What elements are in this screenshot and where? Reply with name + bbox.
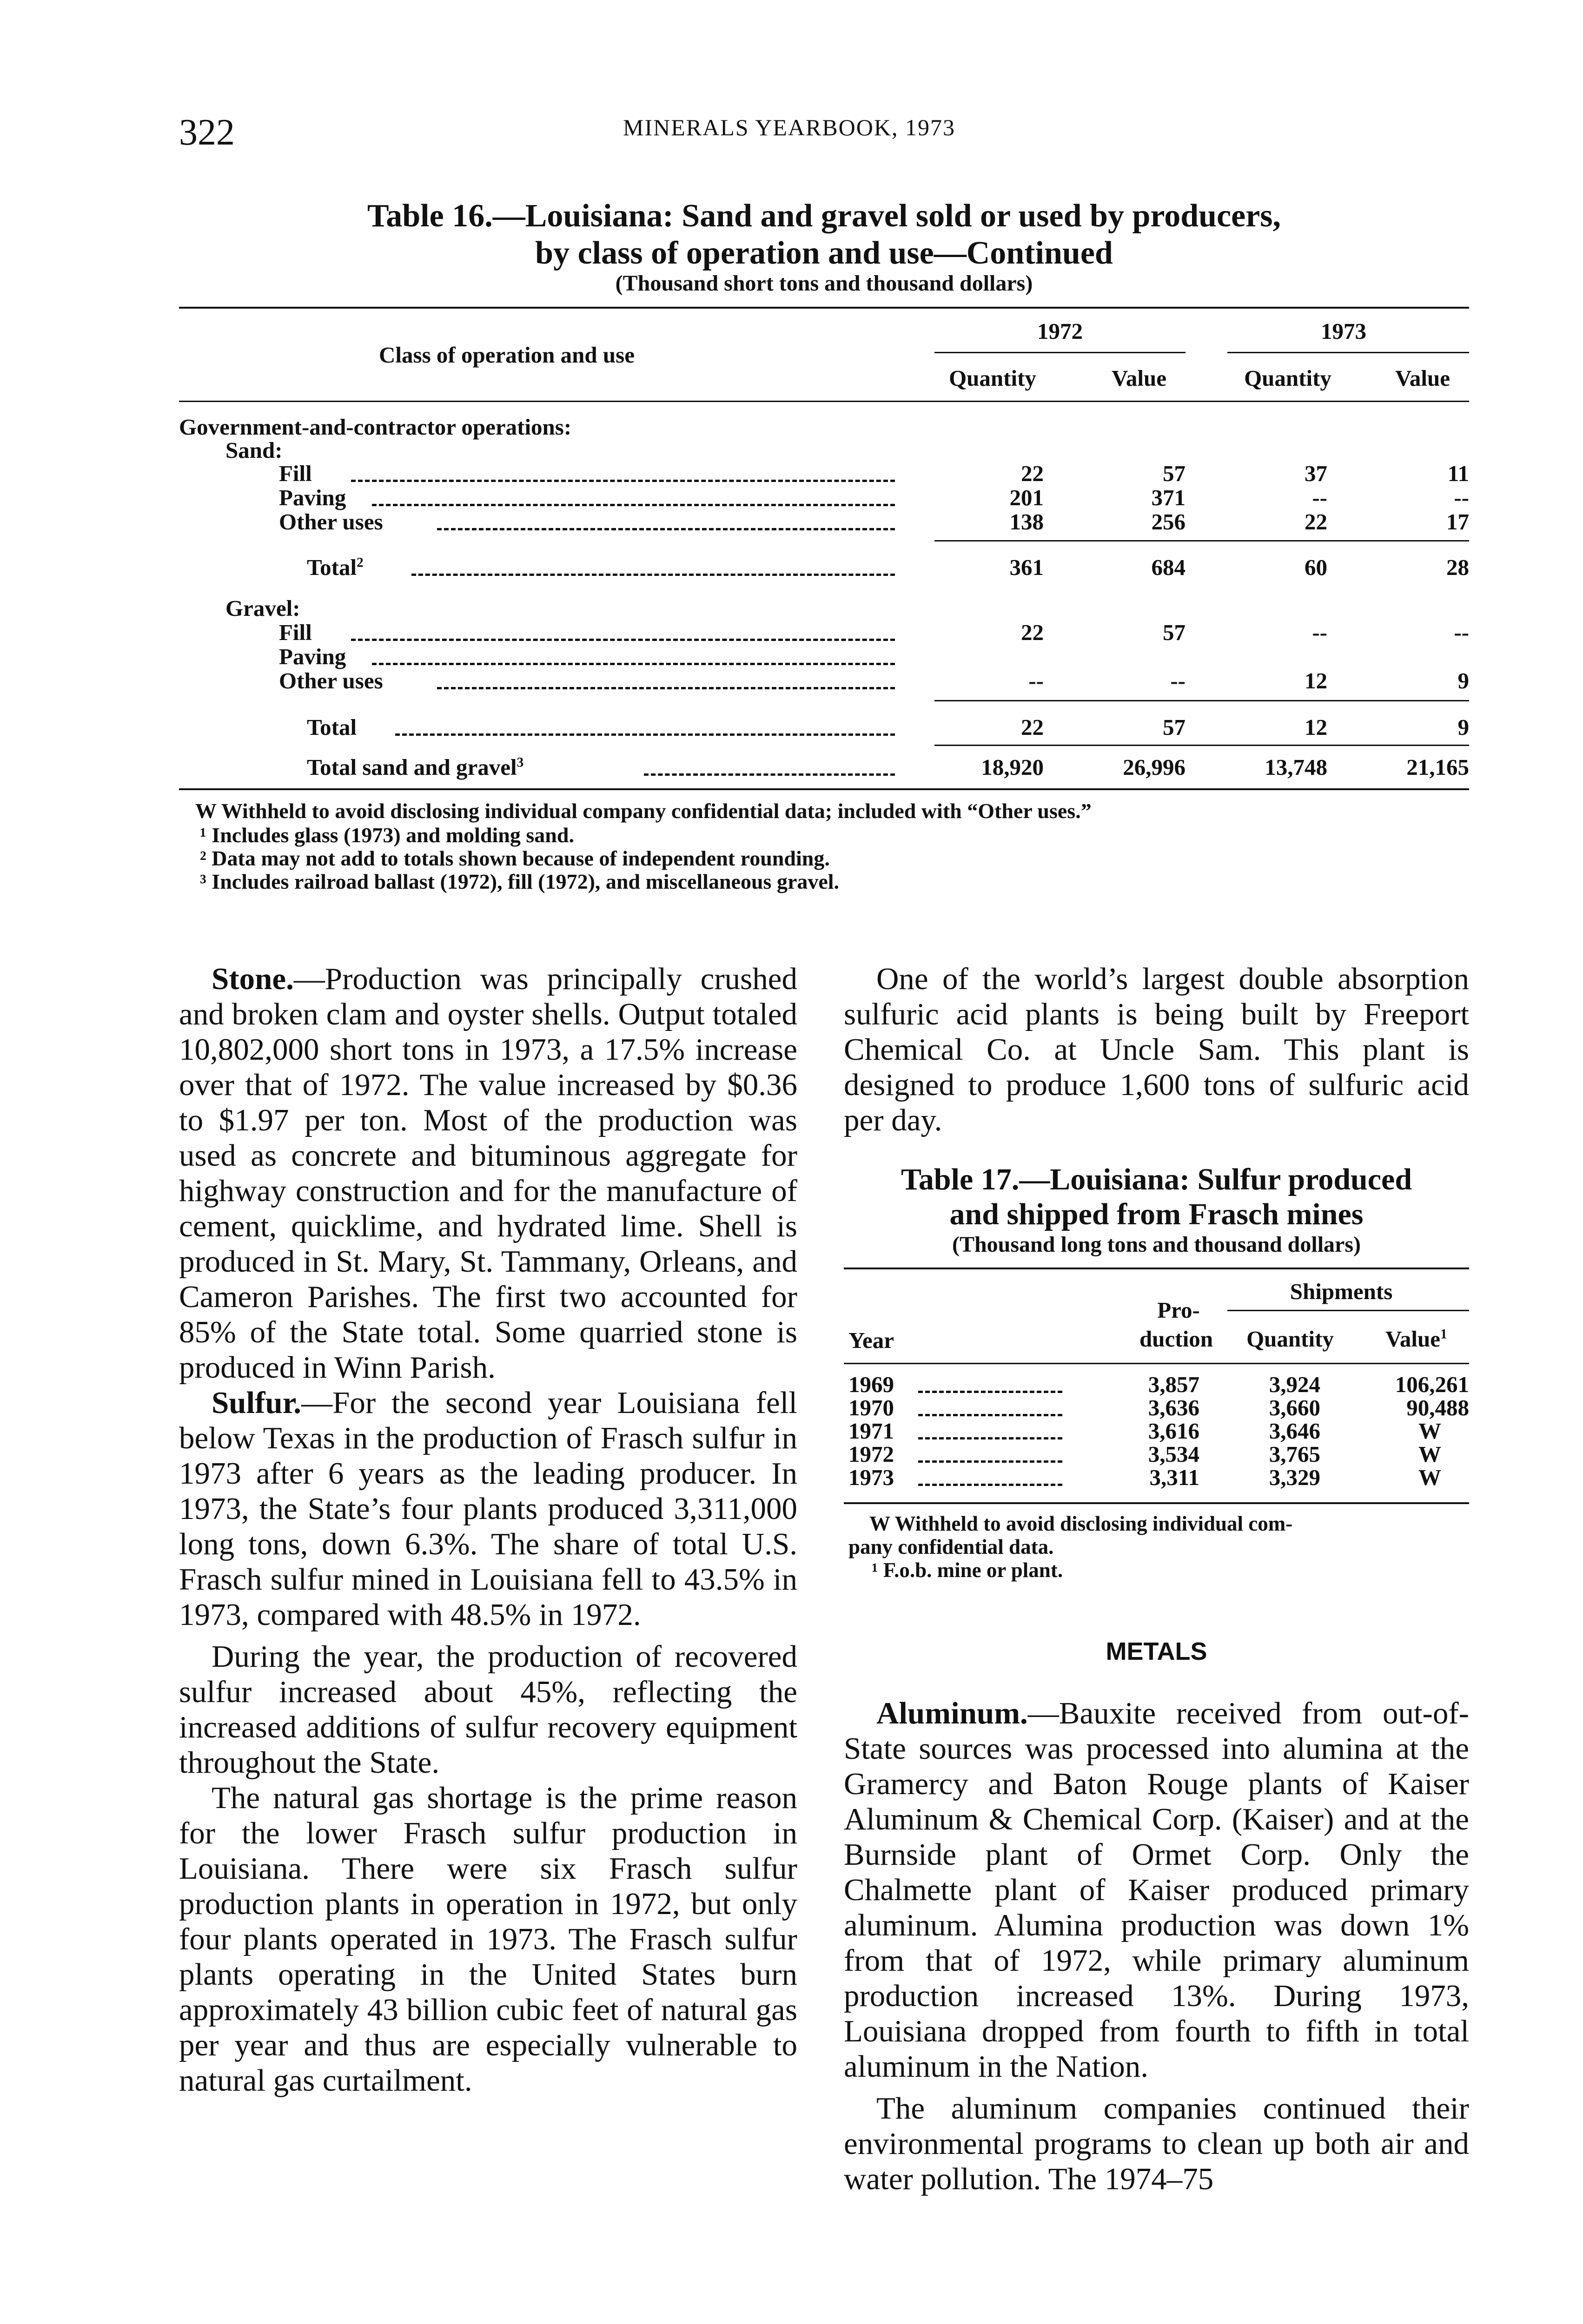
table16-cell: -- bbox=[1454, 620, 1469, 645]
table17-top-rule bbox=[844, 1268, 1469, 1269]
table17-cell: 3,311 bbox=[1149, 1465, 1199, 1490]
table17-year: 1970 bbox=[848, 1395, 894, 1420]
table16-row-label: Paving bbox=[279, 644, 346, 669]
table17-cell: W bbox=[1418, 1465, 1441, 1490]
table16-row-label: Fill bbox=[279, 461, 312, 486]
leader-dots bbox=[918, 1484, 1062, 1486]
page-number: 322 bbox=[179, 112, 235, 153]
table16-year-rule-1972 bbox=[934, 352, 1186, 353]
footnote-ref: 3 bbox=[517, 755, 524, 770]
table16-cell: 11 bbox=[1447, 461, 1469, 486]
table16-row-label: Total bbox=[307, 555, 357, 580]
table16-title-line1: Table 16.—Louisiana: Sand and gravel sold or used by producers, bbox=[367, 198, 1281, 234]
table16-cell: -- bbox=[1454, 485, 1469, 510]
table16-year-rule-1973 bbox=[1227, 352, 1469, 353]
table17-col-year: Year bbox=[848, 1327, 894, 1353]
running-head: MINERALS YEARBOOK, 1973 bbox=[623, 114, 955, 140]
table16-cell: 361 bbox=[1009, 555, 1044, 580]
aluminum-paragraph bbox=[844, 1696, 1469, 2084]
table16-sand-label: Sand: bbox=[225, 437, 283, 463]
recovered-sulfur-paragraph: During the year, the production of recovered sulfur increased about 45%, reflecting the increased additions of sulfur recovery equipment throughout the State. bbox=[179, 1639, 797, 1780]
table16-cell: 12 bbox=[1305, 668, 1327, 693]
leader-dots bbox=[395, 733, 895, 736]
table16-row-label: Other uses bbox=[279, 509, 383, 535]
table16-cell: 22 bbox=[1021, 461, 1044, 486]
table16-cell: 22 bbox=[1021, 714, 1044, 740]
sulfuric-acid-paragraph: One of the world’s largest double absorption sulfuric acid plants is being built by Freeport Chemical Co. at Uncle Sam. This plant is designed to produce 1,600 tons of sulfuric acid per day. bbox=[844, 962, 1469, 1137]
table16-title-line2: by class of operation and use—Continued bbox=[535, 235, 1113, 271]
table17-cell: 3,924 bbox=[1269, 1372, 1320, 1397]
table17-header-rule bbox=[844, 1363, 1469, 1364]
table16-cell: 371 bbox=[1151, 485, 1186, 510]
table16-cell: -- bbox=[1312, 485, 1327, 510]
table17-cell: 3,534 bbox=[1148, 1441, 1199, 1467]
table17-cell: 3,765 bbox=[1269, 1441, 1320, 1467]
table16-col-quantity-1973: Quantity bbox=[1244, 365, 1331, 391]
right-column-lower bbox=[844, 1696, 1469, 2197]
table16-cell: -- bbox=[1028, 668, 1044, 693]
table17-footnote: pany confidential data. bbox=[848, 1535, 1054, 1558]
table17-cell: 3,636 bbox=[1148, 1395, 1199, 1420]
leader-dots bbox=[372, 663, 895, 665]
stone-heading: Stone. bbox=[212, 962, 294, 996]
table16-year-1972: 1972 bbox=[1037, 318, 1083, 344]
aluminum-text: —Bauxite received from out-of-State sources was processed into alumina at the Gramercy and Baton Rouge plants of Kaiser Aluminum & Chemical Corp. (Kaiser) and at the Burnside plant of Ormet Corp. Only the Chalmette plant of Kaiser produced primary aluminum. Alumina production was down 1% from that of 1972, while primary aluminum production increased 13%. During 1973, Louisiana dropped from fourth to fifth in total aluminum in the Nation. bbox=[844, 1696, 1469, 2084]
table16-cell: 22 bbox=[1021, 620, 1044, 645]
table16-col-quantity-1972: Quantity bbox=[949, 365, 1036, 391]
table17-cell: 3,329 bbox=[1269, 1465, 1320, 1490]
natural-gas-paragraph: The natural gas shortage is the prime reason for the lower Frasch sulfur production in Louisiana. There were six Frasch sulfur production plants in operation in 1972, but only four plants operated in 1973. The Frasch sulfur plants operating in the United States burn approximately 43 billion cubic feet of natural gas per year and thus are especially vulnerable to natural gas curtailment. bbox=[179, 1781, 797, 2098]
table16-cell: 17 bbox=[1446, 509, 1469, 535]
footnote-ref: 2 bbox=[357, 555, 364, 570]
table17-title-line1: Table 17.—Louisiana: Sulfur produced bbox=[901, 1162, 1412, 1196]
table16-bottom-rule bbox=[179, 788, 1469, 790]
table17-footnote: W Withheld to avoid disclosing individual com- bbox=[869, 1512, 1293, 1535]
table16-footnote: ² Data may not add to totals shown because of independent rounding. bbox=[200, 846, 830, 870]
table16-cell: 37 bbox=[1305, 461, 1327, 486]
table17-col-value: Value bbox=[1385, 1326, 1441, 1352]
environmental-paragraph: The aluminum companies continued their environmental programs to clean up both air and water pollution. The 1974–75 bbox=[844, 2091, 1469, 2196]
table16-subtotal-rule bbox=[934, 745, 1469, 746]
table16-cell: 28 bbox=[1446, 555, 1469, 580]
table16-year-1973: 1973 bbox=[1321, 318, 1366, 344]
table17-cell: 3,660 bbox=[1269, 1395, 1320, 1420]
table16-footnote: ¹ Includes glass (1973) and molding sand. bbox=[200, 823, 574, 847]
table16-col-class-header: Class of operation and use bbox=[379, 342, 635, 368]
table16-cell: -- bbox=[1170, 668, 1186, 693]
table16-row-label: Total bbox=[307, 714, 357, 740]
leader-dots bbox=[644, 773, 895, 776]
table17-cell: 3,646 bbox=[1269, 1418, 1320, 1444]
table17-col-shipments: Shipments bbox=[1290, 1279, 1393, 1304]
table16-section-label: Government-and-contractor operations: bbox=[179, 414, 572, 440]
table17-cell: 3,857 bbox=[1148, 1372, 1199, 1397]
table17-col-production-1: Pro- bbox=[1157, 1297, 1200, 1323]
table16-col-value-1973: Value bbox=[1395, 365, 1450, 391]
table17-cell: 106,261 bbox=[1395, 1372, 1469, 1397]
table17-units: (Thousand long tons and thousand dollars) bbox=[952, 1232, 1361, 1257]
stone-paragraph bbox=[179, 961, 797, 1385]
table16-footnote: W Withheld to avoid disclosing individual company confidential data; included with “Other uses.” bbox=[195, 799, 1092, 823]
table16-cell: 12 bbox=[1305, 714, 1327, 740]
table16-cell: -- bbox=[1312, 620, 1327, 645]
table17-cell: W bbox=[1418, 1441, 1441, 1467]
table17-col-quantity: Quantity bbox=[1246, 1326, 1334, 1352]
table16-header-rule bbox=[179, 401, 1469, 402]
left-column bbox=[179, 961, 797, 2098]
table16-col-value-1972: Value bbox=[1111, 365, 1166, 391]
table16-row-label: Total sand and gravel bbox=[307, 754, 517, 780]
leader-dots bbox=[351, 639, 895, 641]
leader-dots bbox=[437, 687, 895, 689]
leader-dots bbox=[437, 528, 895, 530]
table16-units: (Thousand short tons and thousand dollars) bbox=[615, 271, 1033, 296]
table16-subtotal-rule bbox=[934, 700, 1469, 701]
table17-cell: W bbox=[1418, 1418, 1441, 1444]
footnote-ref: 1 bbox=[1440, 1327, 1447, 1342]
table16-cell: 138 bbox=[1009, 509, 1044, 535]
table16-subtotal-rule bbox=[934, 540, 1469, 541]
table17-title-line2: and shipped from Frasch mines bbox=[949, 1197, 1364, 1231]
table17-year: 1971 bbox=[848, 1418, 894, 1444]
leader-dots bbox=[918, 1414, 1062, 1416]
table17-year: 1972 bbox=[848, 1441, 894, 1467]
table16-cell: 684 bbox=[1151, 555, 1186, 580]
table16-cell: 57 bbox=[1163, 620, 1186, 645]
table17-year: 1969 bbox=[848, 1372, 894, 1397]
table17-cell: 90,488 bbox=[1406, 1395, 1469, 1420]
sulfur-heading: Sulfur. bbox=[212, 1386, 302, 1420]
table17-shipments-rule bbox=[1227, 1310, 1469, 1311]
table16-row-label: Paving bbox=[279, 485, 346, 510]
table16-cell: 60 bbox=[1305, 555, 1327, 580]
table17-footnote: ¹ F.o.b. mine or plant. bbox=[872, 1558, 1063, 1582]
table16-cell: 9 bbox=[1457, 714, 1469, 740]
table16-cell: 21,165 bbox=[1406, 754, 1469, 780]
leader-dots bbox=[351, 480, 895, 482]
table16-row-label: Other uses bbox=[279, 668, 383, 693]
aluminum-heading: Aluminum. bbox=[876, 1696, 1028, 1730]
sulfur-text: —For the second year Louisiana fell below Texas in the production of Frasch sulfur in 1973 after 6 years as the leading producer. In 1973, the State’s four plants produced 3,311,000 long tons, down 6.3%. The share of total U.S. Frasch sulfur mined in Louisiana fell to 43.5% in 1973, compared with 48.5% in 1972. bbox=[179, 1386, 797, 1632]
table16-footnote: ³ Includes railroad ballast (1972), fill (1972), and miscellaneous gravel. bbox=[200, 870, 840, 893]
table17-year: 1973 bbox=[848, 1465, 894, 1490]
sulfur-paragraph bbox=[179, 1385, 797, 1632]
table16-cell: 18,920 bbox=[981, 754, 1044, 780]
table16-cell: 13,748 bbox=[1265, 754, 1327, 780]
table16-cell: 201 bbox=[1009, 485, 1044, 510]
table16-gravel-label: Gravel: bbox=[225, 595, 300, 621]
table17-col-production-2: duction bbox=[1139, 1326, 1213, 1352]
leader-dots bbox=[411, 574, 895, 576]
table16-top-rule bbox=[179, 307, 1469, 309]
table16-row-label: Fill bbox=[279, 620, 312, 645]
leader-dots bbox=[918, 1437, 1062, 1439]
table16-cell: 9 bbox=[1457, 668, 1469, 693]
table17-cell: 3,616 bbox=[1148, 1418, 1199, 1444]
leader-dots bbox=[918, 1460, 1062, 1463]
table16-cell: 57 bbox=[1163, 461, 1186, 486]
table16-cell: 22 bbox=[1305, 509, 1327, 535]
table16-cell: 256 bbox=[1151, 509, 1186, 535]
table17-bottom-rule bbox=[844, 1502, 1469, 1504]
metals-heading: METALS bbox=[1106, 1637, 1207, 1665]
leader-dots bbox=[372, 504, 895, 506]
table16-cell: 57 bbox=[1163, 714, 1186, 740]
table16-cell: 26,996 bbox=[1123, 754, 1186, 780]
leader-dots bbox=[918, 1391, 1062, 1393]
stone-text: —Production was principally crushed and broken clam and oyster shells. Output totaled 10,802,000 short tons in 1973, a 17.5% increase over that of 1972. The value increased by $0.36 to $1.97 per ton. Most of the production was used as concrete and bituminous aggregate for highway construction and for the manufacture of cement, quicklime, and hydrated lime. Shell is produced in St. Mary, St. Tammany, Orleans, and Cameron Parishes. The first two accounted for 85% of the State total. Some quarried stone is produced in Winn Parish. bbox=[179, 962, 797, 1385]
